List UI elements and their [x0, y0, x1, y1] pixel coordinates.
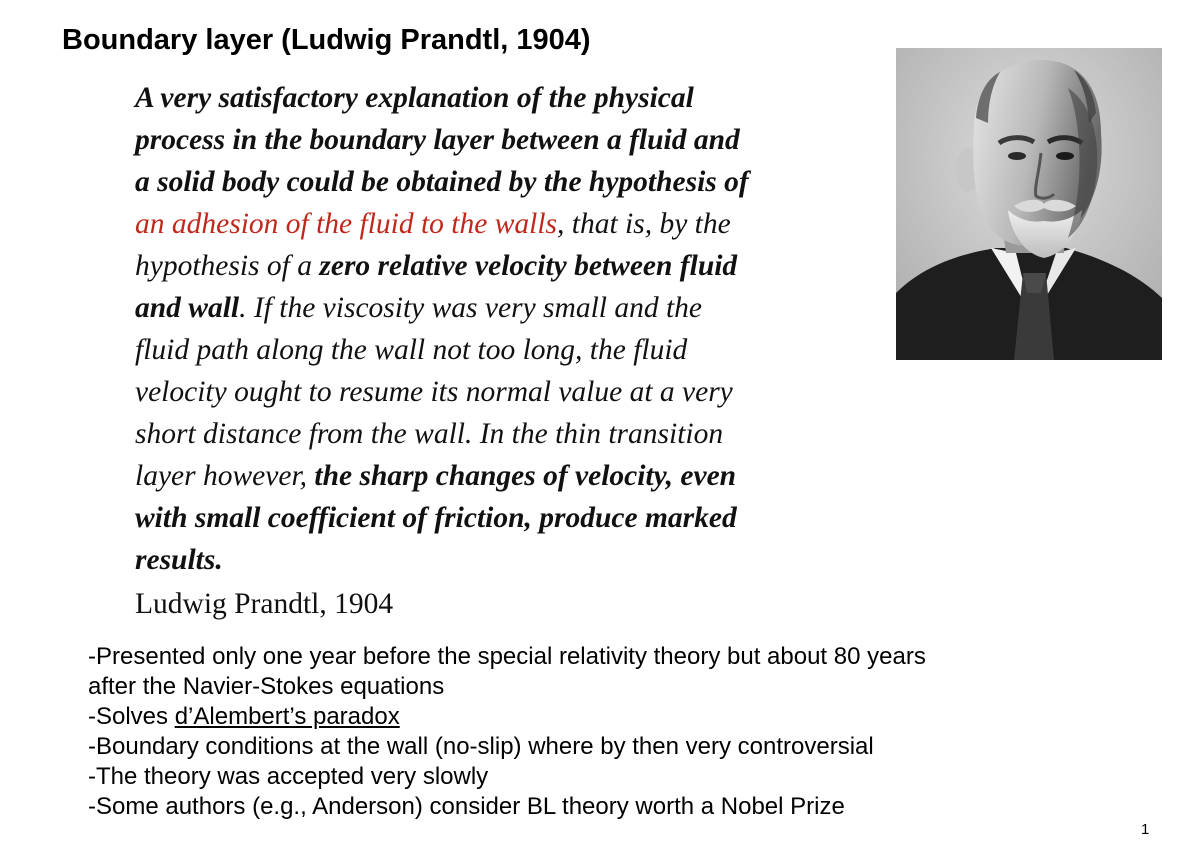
- quote-text: process in the boundary layer between a fluid and: [135, 124, 740, 156]
- quote-text: , that is, by the: [557, 208, 731, 240]
- slide-title: Boundary layer (Ludwig Prandtl, 1904): [62, 24, 591, 56]
- quote-line-8: [135, 371, 895, 413]
- bullet-text: -The theory was accepted very slowly: [88, 763, 489, 790]
- quote-text: hypothesis of a: [135, 250, 320, 282]
- quote-line-11: [135, 497, 895, 539]
- quote-text: fluid path along the wall not too long, the fluid: [135, 334, 688, 366]
- quote-attribution: Ludwig Prandtl, 1904: [135, 588, 394, 620]
- quote-text: . If the viscosity was very small and the: [239, 292, 703, 324]
- quote-line-10: [135, 455, 895, 497]
- bullet-item: [88, 642, 926, 672]
- quote-emphasis: and wall: [135, 292, 240, 324]
- quote-line-1: [135, 77, 895, 119]
- quote-text: velocity ought to resume its normal value at a very: [135, 376, 733, 408]
- quote-line-2: [135, 119, 895, 161]
- quote-highlight-adhesion: an adhesion of the fluid to the walls: [135, 208, 558, 240]
- quote-line-5: [135, 245, 895, 287]
- quote-emphasis: with small coefficient of friction, produce marked: [135, 502, 737, 534]
- prandtl-portrait-photo: [896, 48, 1162, 360]
- bullet-list: [88, 642, 926, 822]
- quote-line-3: [135, 161, 895, 203]
- bullet-item: [88, 702, 926, 732]
- bullet-item: [88, 762, 926, 792]
- quote-line-7: [135, 329, 895, 371]
- quote-emphasis: zero relative velocity between fluid: [319, 250, 738, 282]
- dalembert-paradox-link[interactable]: d’Alembert’s paradox: [174, 703, 400, 730]
- quote-line-6: [135, 287, 895, 329]
- prandtl-quote: [135, 77, 895, 581]
- page-number: 1: [1141, 821, 1150, 838]
- bullet-text: -Some authors (e.g., Anderson) consider BL theory worth a Nobel Prize: [88, 793, 845, 820]
- quote-text: A very satisfactory explanation of the physical: [135, 82, 694, 114]
- quote-text: layer however,: [135, 460, 315, 492]
- quote-emphasis: results.: [135, 544, 223, 576]
- bullet-item: [88, 792, 926, 822]
- quote-emphasis: the sharp changes of velocity, even: [314, 460, 737, 492]
- quote-line-12: [135, 539, 895, 581]
- quote-line-9: [135, 413, 895, 455]
- bullet-item: [88, 732, 926, 762]
- bullet-text: -Boundary conditions at the wall (no-slip) where by then very controversial: [88, 733, 874, 760]
- quote-text: a solid body could be obtained by the hypothesis of: [135, 166, 749, 198]
- bullet-item-continuation: [88, 672, 926, 702]
- bullet-text: after the Navier-Stokes equations: [88, 673, 445, 700]
- bullet-text: -Solves: [88, 703, 175, 730]
- portrait-illustration: [896, 48, 1162, 360]
- bullet-text: -Presented only one year before the special relativity theory but about 80 years: [88, 643, 926, 670]
- quote-line-4: [135, 203, 895, 245]
- quote-text: short distance from the wall. In the thin transition: [135, 418, 724, 450]
